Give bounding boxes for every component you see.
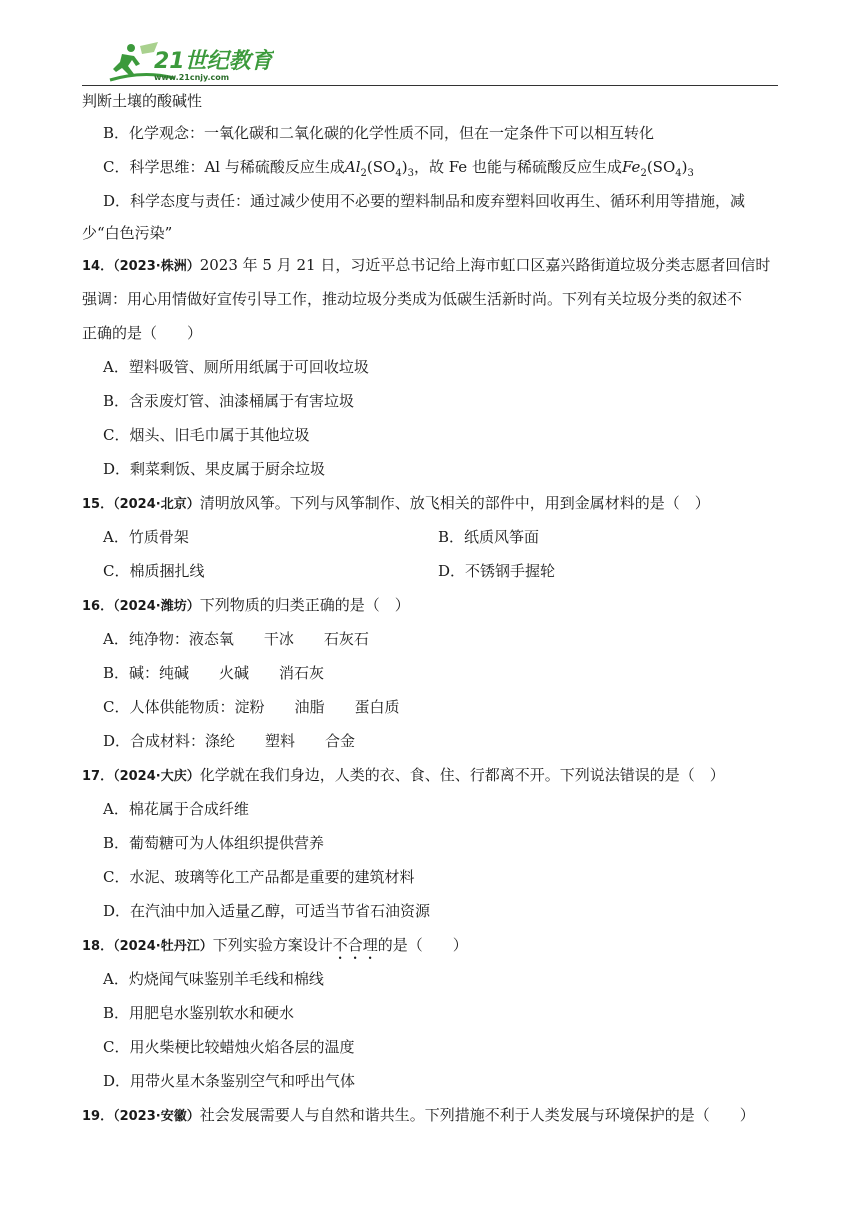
q18-stem: 18．（2024·牡丹江）下列实验方案设计不合理的是（ ） [82,936,468,954]
q15-stem: 15．（2024·北京）清明放风筝。下列与风筝制作、放飞相关的部件中，用到金属材料的是（ ） [82,494,710,512]
q13-option-c [82,150,782,184]
logo-text: 21世纪教育 [154,49,273,74]
q16-option-b: B．碱：纯碱 火碱 消石灰 [103,664,325,682]
q15-option-c: C．棉质捆扎线 [103,562,205,580]
q17-option-a: A．棉花属于合成纤维 [103,800,249,818]
q13-option-d-line2: 少“白色污染” [82,224,173,242]
q14-option-c: C．烟头、旧毛巾属于其他垃圾 [103,426,310,444]
emphasis-dotted: 不合理 [332,936,378,954]
q19-stem: 19．（2023·安徽）社会发展需要人与自然和谐共生。下列措施不利于人类发展与环境保护的是（ ） [82,1106,755,1124]
q13-option-c-prefix: C．科学思维：Al 与稀硫酸反应生成 [103,158,345,176]
q16-option-c: C．人体供能物质：淀粉 油脂 蛋白质 [103,698,400,716]
q16-option-a: A．纯净物：液态氧 干冰 石灰石 [103,630,369,648]
q14-option-b: B．含汞废灯管、油漆桶属于有害垃圾 [103,392,355,410]
q13-tail: 判断土壤的酸碱性 [82,92,203,110]
q15-options-row1 [82,520,782,554]
q14-stem-line3: 正确的是（ ） [82,324,203,342]
logo-url: www.21cnjy.com [154,73,230,82]
q13-option-b: B．化学观念：一氧化碳和二氧化碳的化学性质不同，但在一定条件下可以相互转化 [103,124,655,142]
q18-option-c: C．用火柴梗比较蜡烛火焰各层的温度 [103,1038,355,1056]
q15-options-row2 [82,554,782,588]
q18-option-a: A．灼烧闻气味鉴别羊毛线和棉线 [103,970,324,988]
q17-option-d: D．在汽油中加入适量乙醇，可适当节省石油资源 [103,902,431,920]
q13-option-c-mid: ，故 Fe 也能与稀硫酸反应生成 [413,158,622,176]
logo [104,40,274,84]
q18-option-b: B．用肥皂水鉴别软水和硬水 [103,1004,295,1022]
question-content [82,86,782,1132]
q14-stem-line2: 强调：用心用情做好宣传引导工作，推动垃圾分类成为低碳生活新时尚。下列有关垃圾分类的叙述不 [82,290,743,308]
q14-option-d: D．剩菜剩饭、果皮属于厨余垃圾 [103,460,326,478]
page-header [82,40,778,86]
q17-stem: 17．（2024·大庆）化学就在我们身边，人类的衣、食、住、行都离不开。下列说法错误的是（ ） [82,766,725,784]
q16-stem: 16．（2024·潍坊）下列物质的归类正确的是（ ） [82,596,410,614]
q15-option-b: B．纸质风筝面 [438,528,540,546]
q15-option-d: D．不锈钢手握轮 [438,562,556,580]
q16-option-d: D．合成材料：涤纶 塑料 合金 [103,732,356,750]
q17-option-b: B．葡萄糖可为人体组织提供营养 [103,834,325,852]
formula-fe2so43: $Fe_2(SO_4)_3$ [621,158,694,179]
q17-option-c: C．水泥、玻璃等化工产品都是重要的建筑材料 [103,868,415,886]
q14-option-a: A．塑料吸管、厕所用纸属于可回收垃圾 [103,358,369,376]
q15-option-a: A．竹质骨架 [103,528,189,546]
q13-option-d-line1: D．科学态度与责任：通过减少使用不必要的塑料制品和废弃塑料回收再生、循环利用等措施，减 [103,192,746,210]
q14-stem-line1: 14．（2023·株洲）2023 年 5 月 21 日，习近平总书记给上海市虹口区嘉兴路街道垃圾分类志愿者回信时 [82,256,771,274]
q18-option-d: D．用带火星木条鉴别空气和呼出气体 [103,1072,356,1090]
formula-al2so43: $Al_2(SO_4)_3$ [344,158,414,179]
